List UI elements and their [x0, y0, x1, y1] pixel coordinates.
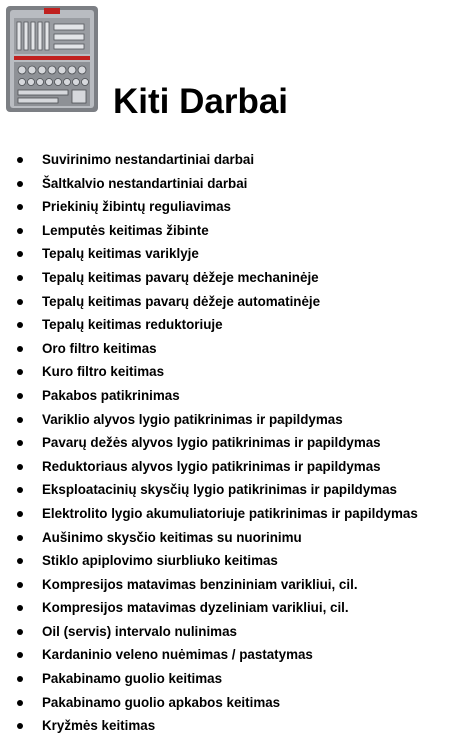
bullet-icon — [17, 346, 23, 352]
bullet-icon — [17, 393, 23, 399]
page-header — [0, 0, 451, 130]
list-item — [0, 219, 451, 243]
list-item-text: Aušinimo skysčio keitimas su nuorinimu — [42, 529, 302, 545]
list-item-text: Tepalų keitimas variklyje — [42, 246, 199, 262]
bullet-icon — [17, 181, 23, 187]
list-item-text: Stiklo apiplovimo siurbliuko keitimas — [42, 553, 278, 569]
list-item — [0, 431, 451, 455]
list-item — [0, 620, 451, 644]
list-item — [0, 573, 451, 597]
bullet-icon — [17, 676, 23, 682]
bullet-icon — [17, 511, 23, 517]
list-item — [0, 290, 451, 314]
bullet-icon — [17, 558, 23, 564]
list-item — [0, 691, 451, 715]
bullet-icon — [17, 487, 23, 493]
list-item — [0, 714, 451, 738]
list-item — [0, 596, 451, 620]
list-item — [0, 526, 451, 550]
list-item-text: Šaltkalvio nestandartiniai darbai — [42, 175, 248, 191]
list-item — [0, 148, 451, 172]
page-title: Kiti Darbai — [113, 82, 289, 121]
list-item-text: Tepalų keitimas pavarų dėžeje automatinėje — [42, 293, 321, 309]
list-item-text: Kompresijos matavimas benzininiam varikliui, cil. — [42, 576, 358, 592]
list-item-text: Oro filtro keitimas — [42, 340, 157, 356]
list-item — [0, 195, 451, 219]
bullet-icon — [17, 299, 23, 305]
list-item-text: Kryžmės keitimas — [42, 718, 156, 734]
list-item — [0, 478, 451, 502]
bullet-icon — [17, 629, 23, 635]
list-item — [0, 549, 451, 573]
list-item-text: Pakabinamo guolio apkabos keitimas — [42, 694, 281, 710]
list-item-text: Oil (servis) intervalo nulinimas — [42, 623, 237, 639]
list-item-text: Kuro filtro keitimas — [42, 364, 165, 380]
list-item-text: Pakabinamo guolio keitimas — [42, 671, 223, 687]
bullet-icon — [17, 204, 23, 210]
bullet-icon — [17, 322, 23, 328]
list-item-text: Lemputės keitimas žibinte — [42, 222, 209, 238]
list-item-text: Pavarų dežės alyvos lygio patikrinimas ir papildymas — [42, 435, 381, 451]
list-item-text: Reduktoriaus alyvos lygio patikrinimas ir papildymas — [42, 458, 381, 474]
list-item — [0, 313, 451, 337]
list-item-text: Suvirinimo nestandartiniai darbai — [42, 152, 255, 167]
list-item-text: Priekinių žibintų reguliavimas — [42, 199, 232, 215]
list-item-text: Kompresijos matavimas dyzeliniam varikliui, cil. — [42, 600, 349, 616]
bullet-icon — [17, 582, 23, 588]
bullet-icon — [17, 228, 23, 234]
list-item — [0, 384, 451, 408]
list-item — [0, 266, 451, 290]
bullet-icon — [17, 157, 23, 163]
bullet-icon — [17, 275, 23, 281]
list-item-text: Kardaninio veleno nuėmimas / pastatymas — [42, 647, 313, 663]
list-item — [0, 667, 451, 691]
list-item-text: Tepalų keitimas reduktoriuje — [42, 317, 223, 333]
list-item-text: Tepalų keitimas pavarų dėžeje mechaninėje — [42, 269, 319, 285]
bullet-icon — [17, 652, 23, 658]
bullet-icon — [17, 605, 23, 611]
bullet-icon — [17, 535, 23, 541]
list-item — [0, 242, 451, 266]
bullet-icon — [17, 440, 23, 446]
bullet-icon — [17, 417, 23, 423]
list-item — [0, 643, 451, 667]
toolbox-icon — [4, 4, 100, 114]
bullet-icon — [17, 251, 23, 257]
bullet-icon — [17, 700, 23, 706]
bullet-icon — [17, 723, 23, 729]
services-list — [0, 148, 451, 738]
list-item — [0, 408, 451, 432]
list-item — [0, 502, 451, 526]
list-item-text: Variklio alyvos lygio patikrinimas ir papildymas — [42, 411, 343, 427]
list-item — [0, 172, 451, 196]
bullet-icon — [17, 464, 23, 470]
list-item-text: Eksploatacinių skysčių lygio patikrinimas ir papildymas — [42, 482, 397, 498]
list-item — [0, 360, 451, 384]
bullet-icon — [17, 369, 23, 375]
list-item — [0, 337, 451, 361]
list-item-text: Elektrolito lygio akumuliatoriuje patikrinimas ir papildymas — [42, 505, 418, 521]
list-item — [0, 455, 451, 479]
list-item-text: Pakabos patikrinimas — [42, 387, 180, 403]
